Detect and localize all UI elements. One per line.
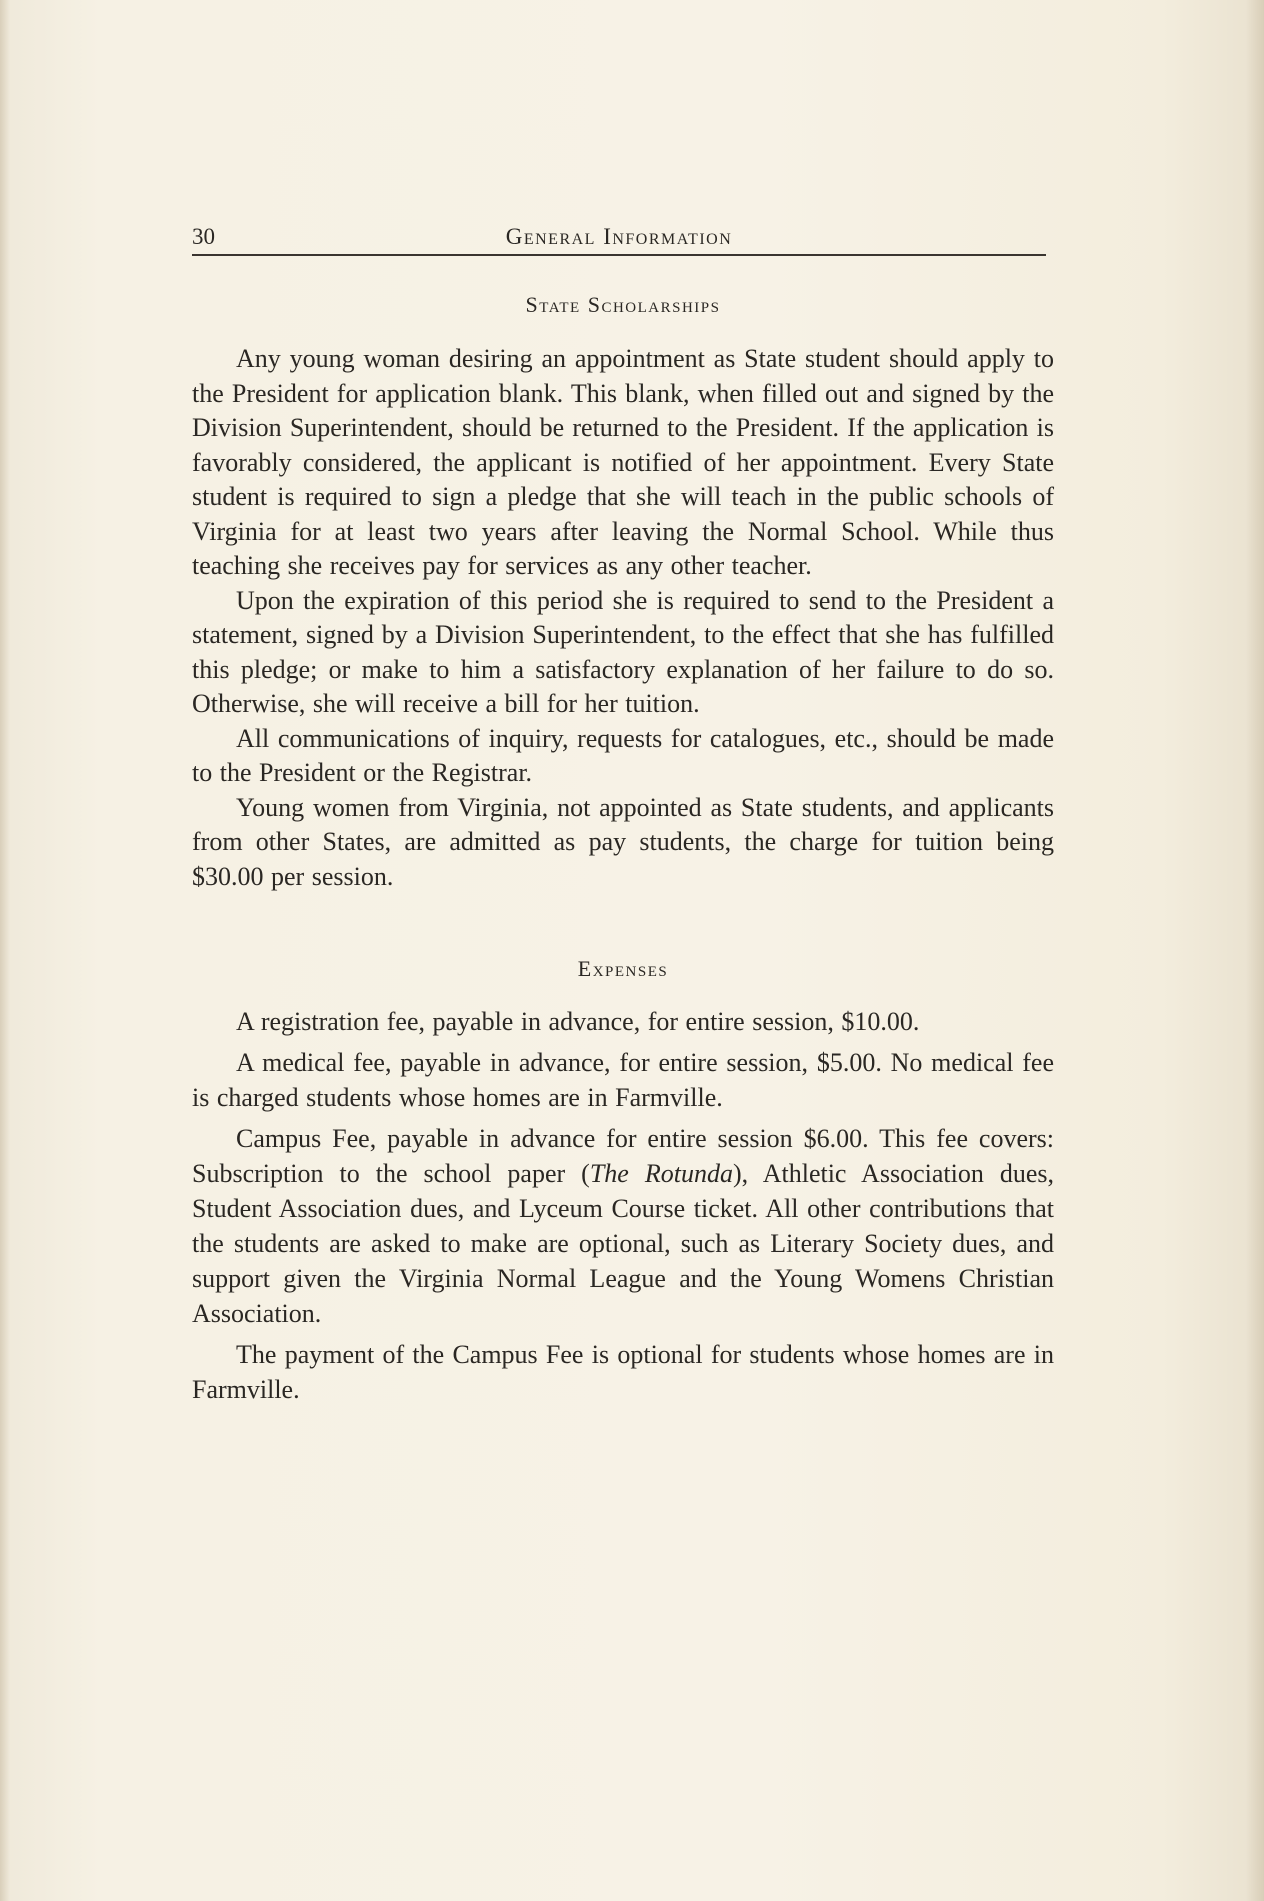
- expenses-heading: Expenses: [577, 956, 669, 981]
- running-head: General Information: [505, 224, 733, 249]
- campus-fee-optional-paragraph: The payment of the Campus Fee is optional for students whose homes are in Farmville.: [192, 1340, 1054, 1404]
- page-header: [192, 220, 1046, 256]
- scholarship-paragraph-4: Young women from Virginia, not appointed as State students, and applicants from other States, are admitted as pay students, the charge for tuition being $30.00 per session.: [192, 792, 1054, 891]
- page-number: 30: [192, 224, 215, 249]
- school-paper-title: The Rotunda: [589, 1159, 733, 1188]
- campus-fee-text-end: ), Athletic Association dues, Student Association dues, and Lyceum Course ticket. All other contributions that the students are asked to make are optional, such as Literary Society dues, and support given the Virginia Normal League and the Young Womens Christian Association.: [192, 1159, 1054, 1328]
- registration-fee-paragraph: A registration fee, payable in advance, for entire session, $10.00.: [236, 1007, 920, 1036]
- medical-fee-paragraph: A medical fee, payable in advance, for entire session, $5.00. No medical fee is charged students whose homes are in Farmville.: [192, 1048, 1054, 1112]
- scholarship-paragraph-2: Upon the expiration of this period she is required to send to the President a statement, signed by a Division Superintendent, to the effect that she has fulfilled this pledge; or make to him a satisfactory explanation of her failure to do so. Otherwise, she will receive a bill for her tuition.: [192, 585, 1054, 718]
- campus-fee-text-start: Campus Fee, payable in advance for entire session $6.00. This fee covers: Subscription to the school paper (: [192, 1124, 1054, 1188]
- page-body: [192, 288, 1054, 1413]
- state-scholarships-heading: State Scholarships: [525, 292, 721, 317]
- scholarship-paragraph-3: All communications of inquiry, requests for catalogues, etc., should be made to the President or the Registrar.: [192, 723, 1054, 787]
- scholarship-paragraph-1: Any young woman desiring an appointment as State student should apply to the President for application blank. This blank, when filled out and signed by the Division Superintendent, should be returned to the President. If the application is favorably considered, the applicant is notified of her appointment. Every State student is required to sign a pledge that she will teach in the public schools of Virginia for at least two years after leaving the Normal School. While thus teaching she receives pay for services as any other teacher.: [192, 344, 1054, 580]
- campus-fee-paragraph: [192, 1121, 1054, 1331]
